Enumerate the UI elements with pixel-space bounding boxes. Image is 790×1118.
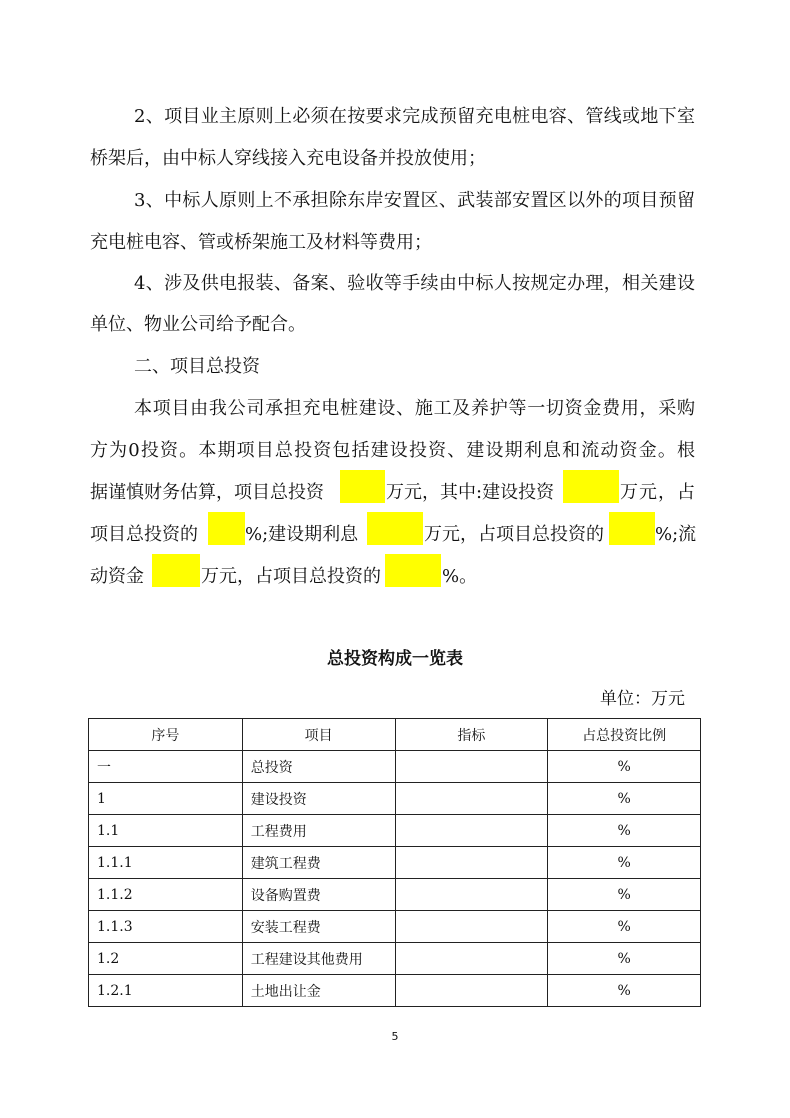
para-segment: 万元，占	[620, 482, 695, 503]
page-number: 5	[391, 1030, 399, 1043]
blank-highlight	[208, 512, 245, 545]
table-row	[89, 783, 701, 815]
table-row	[89, 847, 701, 879]
investment-table	[88, 718, 701, 1007]
blank-highlight	[367, 512, 423, 545]
blank-highlight	[609, 512, 655, 545]
para-line: 充电桩电容、管或桥架施工及材料等费用；	[90, 232, 432, 253]
para-segment: 动资金	[90, 566, 144, 587]
para-segment: 项目总投资的	[90, 524, 198, 545]
para-line: 方为0投资。本期项目总投资包括建设投资、建设期利息和流动资金。根	[90, 440, 695, 461]
table-cell: 1	[89, 783, 243, 815]
table-row	[89, 751, 701, 783]
table-cell: %	[548, 943, 701, 975]
para-segment: %;建设期利息	[245, 524, 359, 545]
blank-highlight	[152, 554, 200, 587]
table-cell: %	[548, 975, 701, 1007]
para-line: 4、涉及供电报装、备案、验收等手续由中标人按规定办理，相关建设	[134, 273, 695, 294]
table-cell: 一	[89, 751, 243, 783]
table-title: 总投资构成一览表	[327, 649, 463, 669]
table-cell: 1.1.3	[89, 911, 243, 943]
table-cell: %	[548, 879, 701, 911]
table-cell: %	[548, 783, 701, 815]
table-cell: 1.2	[89, 943, 243, 975]
para-segment: %。	[442, 566, 478, 587]
table-cell	[395, 751, 548, 783]
table-header-row	[89, 719, 701, 751]
para-line: 桥架后，由中标人穿线接入充电设备并投放使用；	[90, 148, 486, 169]
table-cell	[395, 911, 548, 943]
table-row	[89, 975, 701, 1007]
table-cell: 设备购置费	[242, 879, 395, 911]
table-cell: 土地出让金	[242, 975, 395, 1007]
table-cell: 建筑工程费	[242, 847, 395, 879]
table-cell: 1.2.1	[89, 975, 243, 1007]
table-cell	[395, 783, 548, 815]
blank-highlight	[563, 470, 619, 503]
header-cell: 序号	[89, 719, 243, 751]
table-cell	[395, 879, 548, 911]
table-row	[89, 911, 701, 943]
table-cell: %	[548, 815, 701, 847]
table-cell: %	[548, 847, 701, 879]
table-row	[89, 879, 701, 911]
para-segment: 万元，占项目总投资的	[201, 566, 381, 587]
table-cell: %	[548, 751, 701, 783]
para-segment: 万元，其中:建设投资	[386, 482, 555, 503]
table-cell: 1.1	[89, 815, 243, 847]
para-line: 2、项目业主原则上必须在按要求完成预留充电桩电容、管线或地下室	[134, 106, 695, 127]
table-cell: 建设投资	[242, 783, 395, 815]
section-heading: 二、项目总投资	[134, 356, 260, 377]
para-segment: 万元，占项目总投资的	[424, 524, 604, 545]
header-cell: 占总投资比例	[548, 719, 701, 751]
table-cell: 安装工程费	[242, 911, 395, 943]
para-segment: 据谨慎财务估算，项目总投资	[90, 482, 324, 503]
para-line: 本项目由我公司承担充电桩建设、施工及养护等一切资金费用，采购	[134, 398, 695, 419]
header-cell: 项目	[242, 719, 395, 751]
table-cell: %	[548, 911, 701, 943]
table-cell: 1.1.2	[89, 879, 243, 911]
table-cell: 总投资	[242, 751, 395, 783]
table-cell	[395, 943, 548, 975]
table-unit: 单位：万元	[600, 689, 685, 709]
table-row	[89, 815, 701, 847]
table-cell: 工程建设其他费用	[242, 943, 395, 975]
table-cell: 1.1.1	[89, 847, 243, 879]
para-line: 单位、物业公司给予配合。	[90, 314, 306, 335]
para-line: 3、中标人原则上不承担除东岸安置区、武装部安置区以外的项目预留	[134, 190, 695, 211]
table-row	[89, 943, 701, 975]
table-cell	[395, 847, 548, 879]
para-segment: %;流	[655, 524, 697, 545]
table-cell	[395, 815, 548, 847]
table-cell	[395, 975, 548, 1007]
blank-highlight	[385, 554, 441, 587]
table-cell: 工程费用	[242, 815, 395, 847]
header-cell: 指标	[395, 719, 548, 751]
blank-highlight	[340, 470, 385, 503]
